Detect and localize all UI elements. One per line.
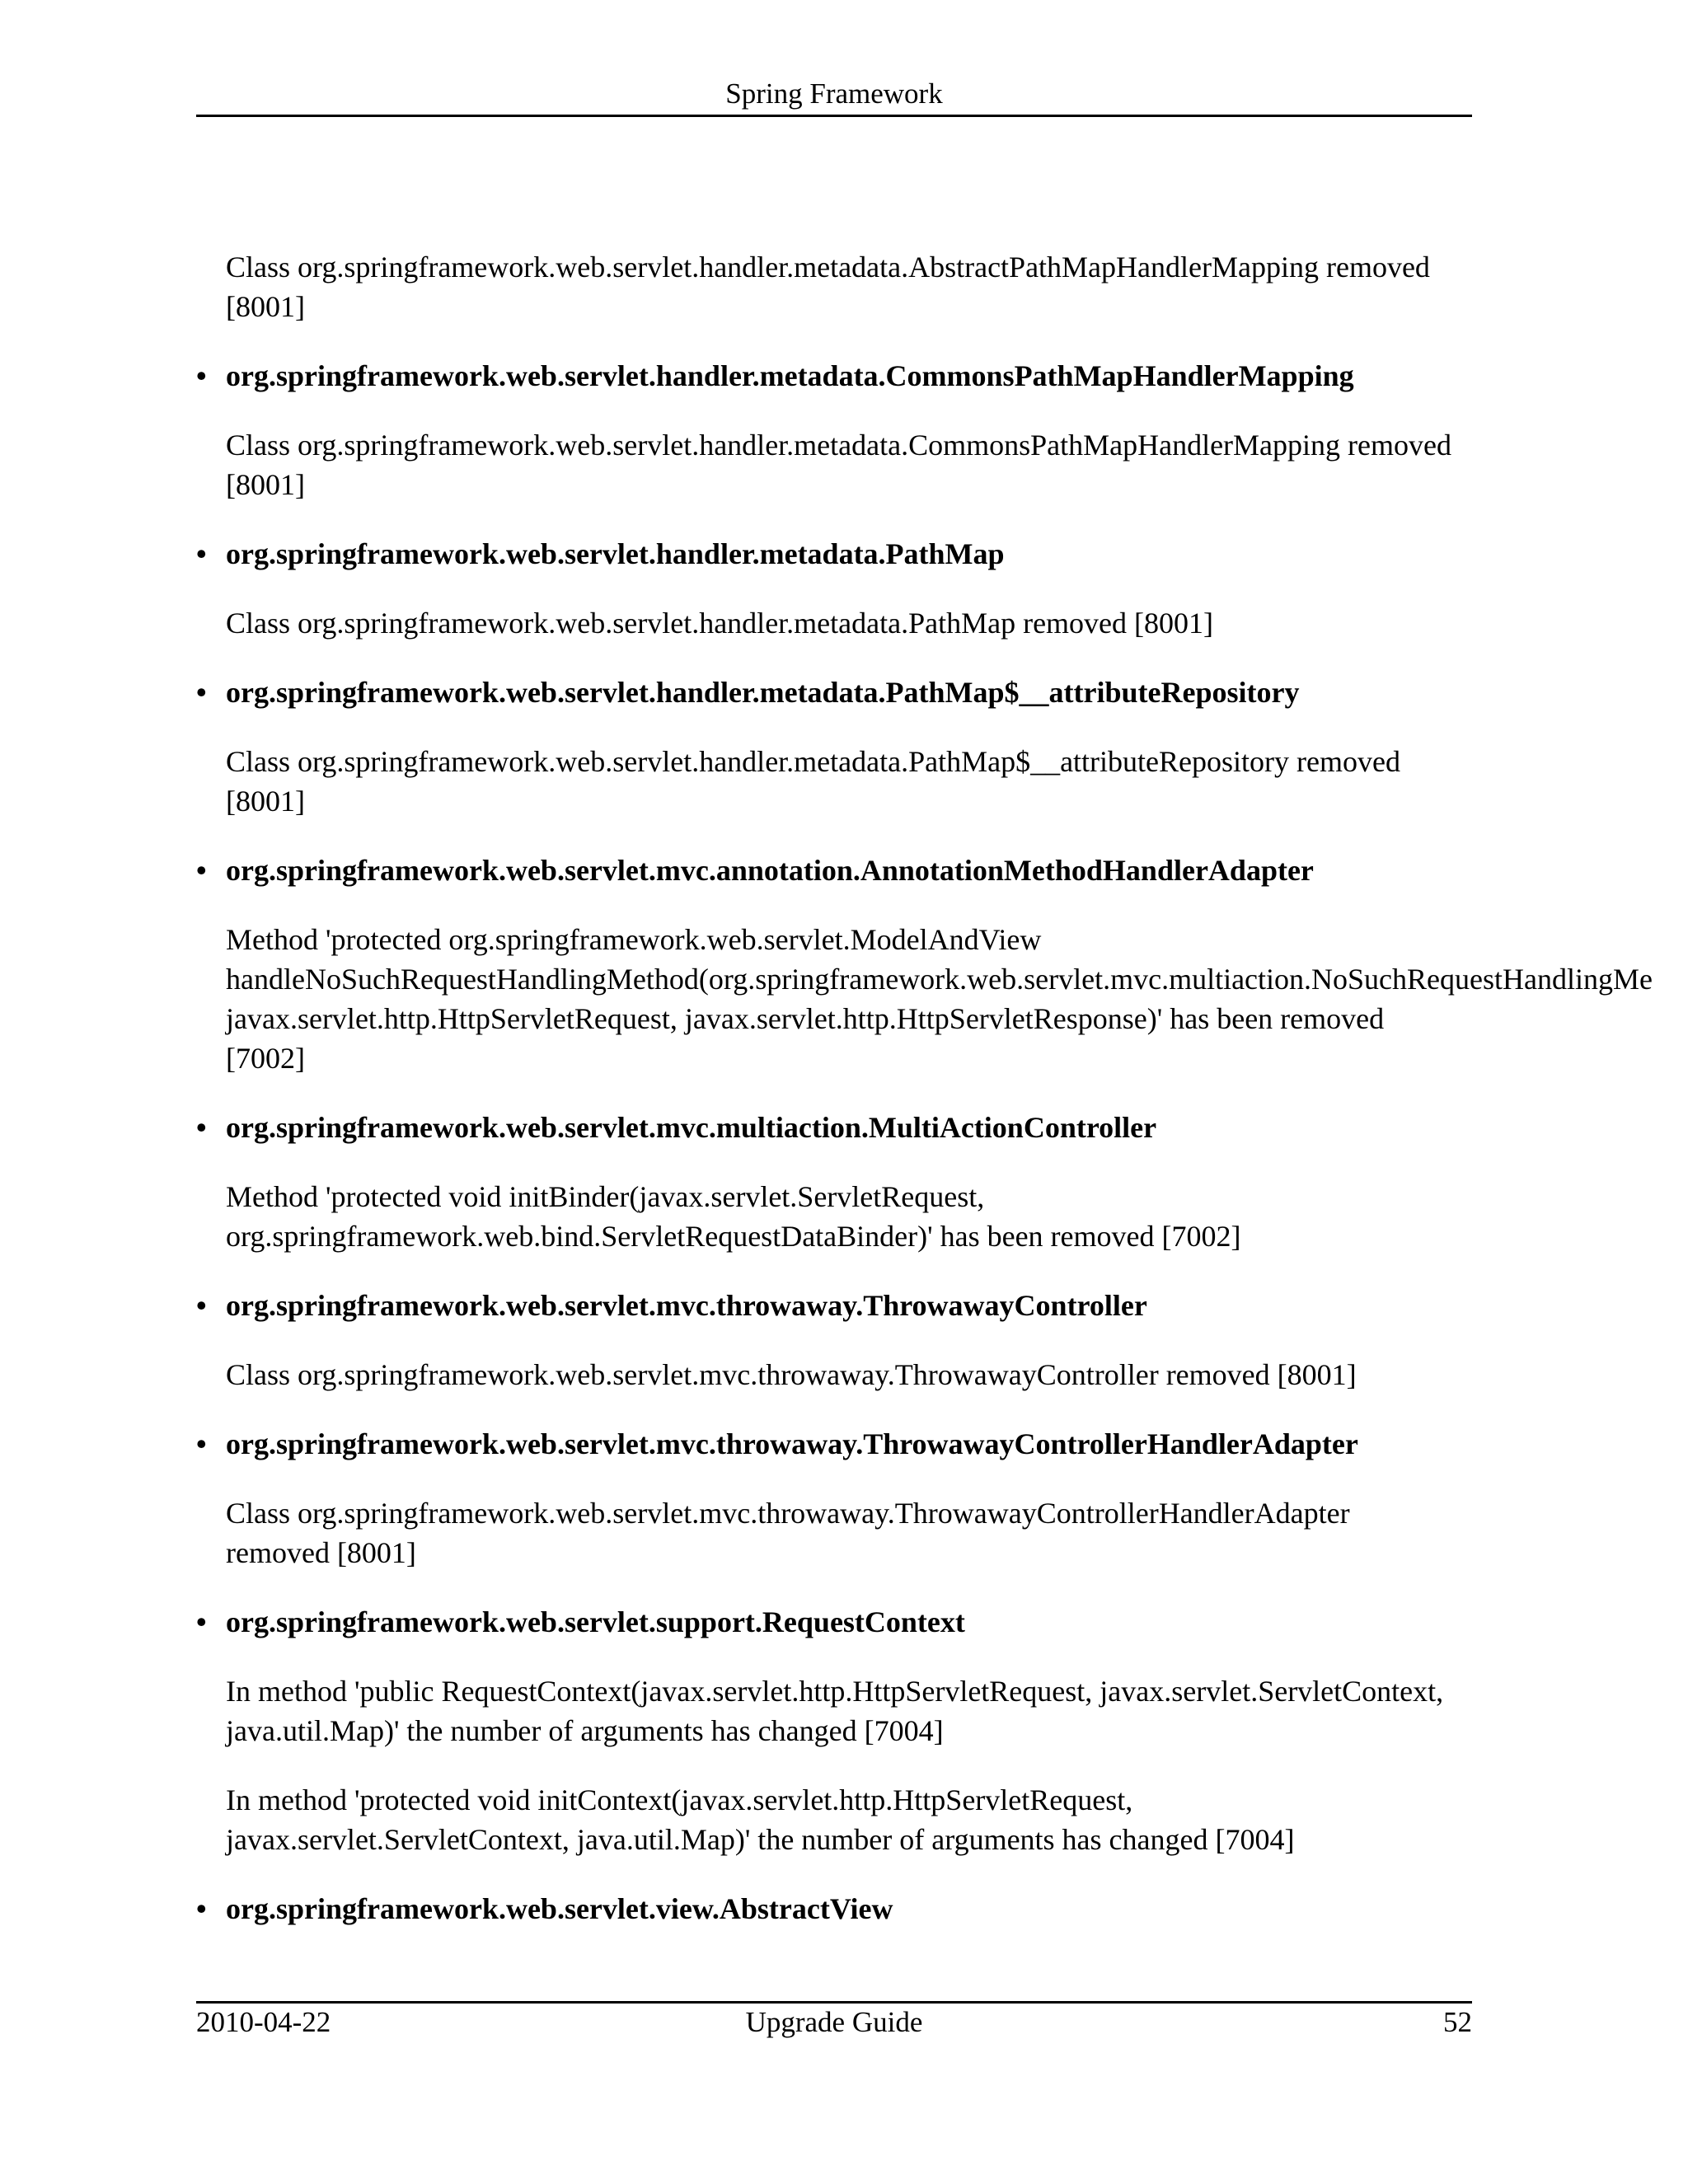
entry-heading (196, 1108, 1672, 1147)
bullet-icon: • (196, 537, 207, 570)
entry-description: Class org.springframework.web.servlet.mvc.throwaway.ThrowawayController removed [8001] (226, 1358, 1357, 1391)
entry-heading (196, 1286, 1672, 1325)
bullet-icon: • (196, 359, 207, 392)
entry-class-name: org.springframework.web.servlet.support.RequestContext (226, 1605, 965, 1638)
entry-description: Class org.springframework.web.servlet.mvc.throwaway.ThrowawayControllerHandlerAdapter removed [8001] (226, 1497, 1350, 1569)
entry-description: Class org.springframework.web.servlet.handler.metadata.CommonsPathMapHandlerMapping removed [8001] (226, 429, 1451, 501)
entry-class-name: org.springframework.web.servlet.mvc.throwaway.ThrowawayController (226, 1289, 1147, 1322)
entry-description: In method 'protected void initContext(javax.servlet.http.HttpServletRequest, javax.servlet.ServletContext, java.util.Map)' the number of arguments has changed [7004] (226, 1783, 1295, 1856)
entry-class-name: org.springframework.web.servlet.handler.metadata.CommonsPathMapHandlerMapping (226, 359, 1354, 392)
entry-description: Method 'protected void initBinder(javax.servlet.ServletRequest, org.springframework.web.bind.ServletRequestDataBinder)' has been removed [7002] (226, 1180, 1241, 1253)
entry-description: Class org.springframework.web.servlet.handler.metadata.PathMap$__attributeRepository removed [8001] (226, 745, 1400, 818)
entry (196, 673, 1672, 851)
entry (196, 1602, 1672, 1889)
entry-class-name: org.springframework.web.servlet.mvc.annotation.AnnotationMethodHandlerAdapter (226, 854, 1314, 887)
footer-title: Upgrade Guide (745, 2006, 923, 2038)
intro-paragraph: Class org.springframework.web.servlet.handler.metadata.AbstractPathMapHandlerMapping removed [8001] (226, 251, 1430, 323)
entry-class-name: org.springframework.web.servlet.handler.metadata.PathMap (226, 537, 1005, 570)
entry-description: Class org.springframework.web.servlet.handler.metadata.PathMap removed [8001] (226, 607, 1214, 640)
page-header-title: Spring Framework (725, 77, 943, 110)
header-rule (196, 115, 1472, 117)
bullet-icon: • (196, 676, 207, 709)
entry-heading (196, 1602, 1672, 1642)
entry (196, 356, 1672, 534)
entry-heading (196, 851, 1672, 890)
entry-description: In method 'public RequestContext(javax.servlet.http.HttpServletRequest, javax.servlet.ServletContext, java.util.Map)' the number of arguments has changed [7004] (226, 1675, 1444, 1747)
entry (196, 534, 1672, 673)
page-number: 52 (1443, 2006, 1472, 2038)
entry-heading (196, 673, 1672, 712)
entry (196, 1424, 1672, 1602)
entry-class-name: org.springframework.web.servlet.mvc.throwaway.ThrowawayControllerHandlerAdapter (226, 1427, 1358, 1460)
page-content (196, 247, 1672, 1929)
entry (196, 1286, 1672, 1424)
entry-class-name: org.springframework.web.servlet.view.AbstractView (226, 1892, 893, 1925)
entry-class-name: org.springframework.web.servlet.handler.metadata.PathMap$__attributeRepository (226, 676, 1300, 709)
entry (196, 851, 1672, 1108)
bullet-icon: • (196, 1605, 207, 1638)
entry (196, 1108, 1672, 1286)
bullet-icon: • (196, 854, 207, 887)
bullet-icon: • (196, 1427, 207, 1460)
entry-class-name: org.springframework.web.servlet.mvc.multiaction.MultiActionController (226, 1111, 1157, 1144)
bullet-icon: • (196, 1892, 207, 1925)
entry-heading (196, 356, 1672, 396)
entry-heading (196, 534, 1672, 574)
footer-date: 2010-04-22 (196, 2006, 331, 2038)
entry-heading (196, 1889, 1672, 1929)
entry-description: Method 'protected org.springframework.web.servlet.ModelAndView handleNoSuchRequestHandlingMethod(org.springframework.web.servlet.mvc.multiaction.NoSuchRequestHandlingMe javax.servlet.http.HttpServletRequest, javax.servlet.http.HttpServletResponse)' has been removed [7002] (226, 923, 1653, 1075)
entry-heading (196, 1424, 1672, 1464)
entry (196, 1889, 1672, 1929)
bullet-icon: • (196, 1289, 207, 1322)
page-footer (196, 2003, 1472, 2042)
bullet-icon: • (196, 1111, 207, 1144)
